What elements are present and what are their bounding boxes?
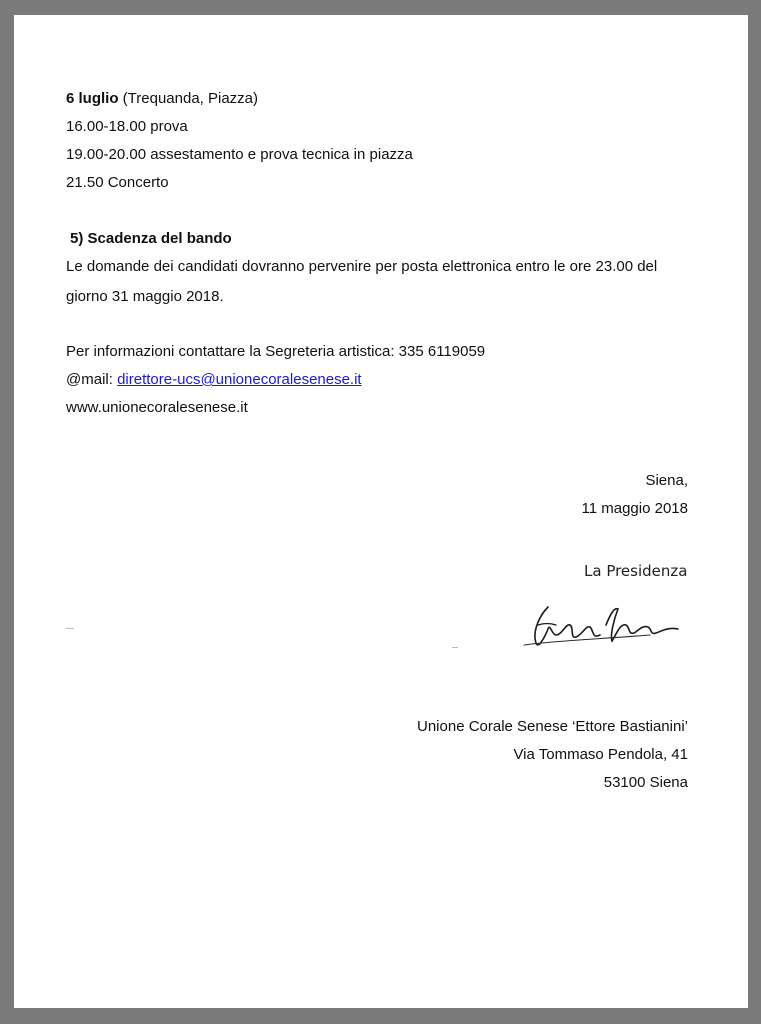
dateline-date: 11 maggio 2018 <box>581 500 688 517</box>
mail-label: @mail: <box>66 371 118 388</box>
dateline-city: Siena, <box>645 472 688 489</box>
schedule-date: 6 luglio <box>66 90 119 107</box>
signature-title: La Presidenza <box>584 562 688 580</box>
section-number: 5) <box>70 230 84 247</box>
schedule-item: 16.00-18.00 prova <box>66 118 188 135</box>
scan-speck <box>66 628 74 629</box>
address-street: Via Tommaso Pendola, 41 <box>513 746 688 763</box>
handwritten-signature <box>510 595 690 655</box>
scan-speck <box>452 647 458 648</box>
address-name: Unione Corale Senese ‘Ettore Bastianini’ <box>417 718 688 735</box>
schedule-heading <box>66 90 258 108</box>
section-text: Le domande dei candidati dovranno pervenire per posta elettronica entro le ore 23.00 del <box>66 258 658 275</box>
schedule-item: 19.00-20.00 assestamento e prova tecnica in piazza <box>66 146 413 163</box>
schedule-item: 21.50 Concerto <box>66 174 169 191</box>
website: www.unionecoralesenese.it <box>66 399 248 416</box>
address-city: 53100 Siena <box>603 774 688 791</box>
document-page <box>14 15 748 1008</box>
section-heading <box>70 230 232 248</box>
section-text: giorno 31 maggio 2018. <box>66 288 224 305</box>
contact-info: Per informazioni contattare la Segreteria artistica: 335 6119059 <box>66 343 486 360</box>
mail-line <box>66 371 362 389</box>
schedule-place: (Trequanda, Piazza) <box>122 90 259 107</box>
email-link[interactable]: direttore-ucs@unionecoralesenese.it <box>117 371 362 388</box>
section-title: Scadenza del bando <box>87 230 232 247</box>
